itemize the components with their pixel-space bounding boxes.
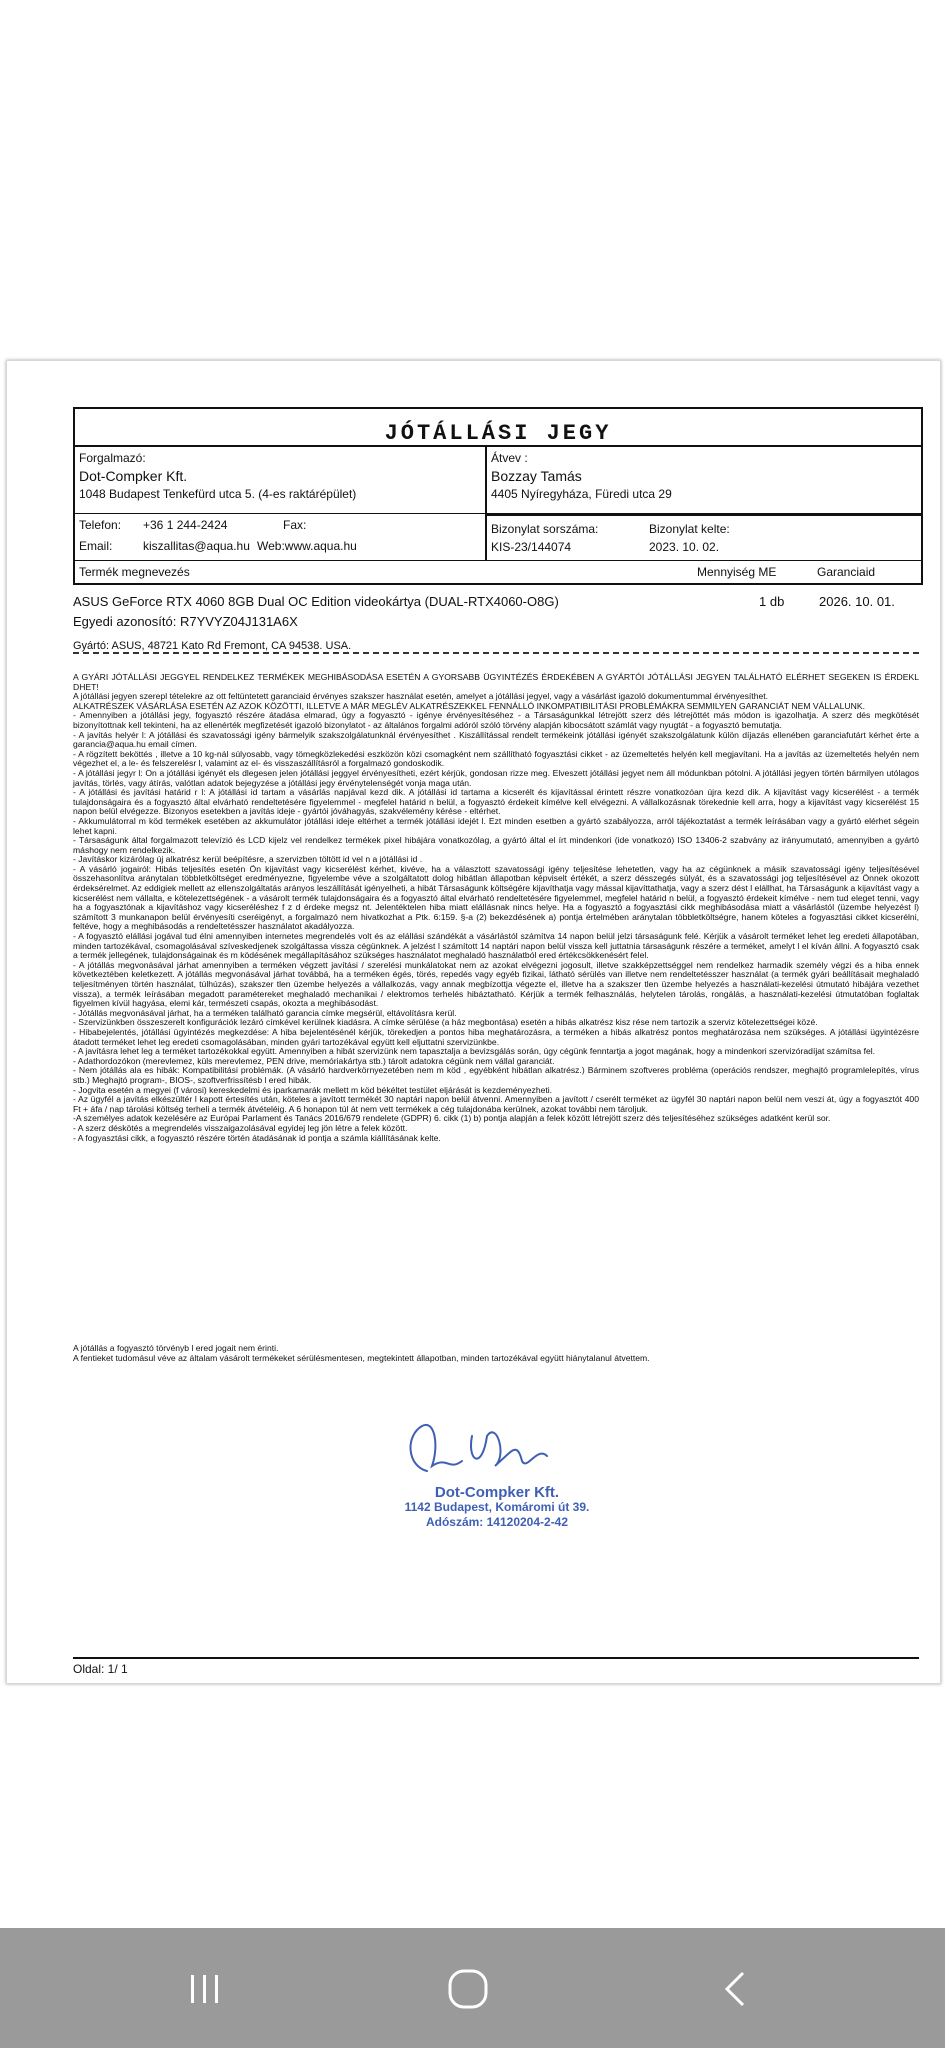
- page-number: Oldal: 1/ 1: [73, 1662, 128, 1676]
- product-maker: Gyártó: ASUS, 48721 Kato Rd Fremont, CA 94538. USA.: [73, 640, 352, 652]
- closing-text: [73, 1343, 919, 1363]
- receipt-number: KIS-23/144074: [491, 540, 572, 554]
- term-paragraph: - A javítás helyér l: A jótállási és szavatossági igény bármelyik szakszolgálatunknál érvényesíthet . Kiszállítással rendelt termékeink jótállási igényét szakszolgálatunk külön díjazás ellenében garanciafutárt kérhet érte a garancia@aqua.hu email címen.: [73, 729, 919, 750]
- term-paragraph: - A rögzített beköttés , illetve a 10 kg-nál súlyosabb, vagy tömegközlekedési eszközön közi csomagként nem szállítható fogyasztási cikket - az üzemeltetés helyén kell megjavítani. Ha a javítás az üzemeltetés helyén nem végezhet el, a le- és felszerelésr l, valamint az el- és visszaszállításról a forgalmazó gondoskodik.: [73, 748, 919, 769]
- email-value: kiszallitas@aqua.hu: [143, 538, 250, 553]
- recent-apps-button[interactable]: [180, 1966, 230, 2012]
- email-label: Email:: [79, 538, 113, 553]
- product-warranty-date: 2026. 10. 01.: [819, 593, 895, 609]
- product-maker-line: [73, 637, 919, 654]
- receipt-date: 2023. 10. 02.: [649, 540, 720, 554]
- term-paragraph: - Jogvita esetén a megyei (f városi) kereskedelmi és iparkamarák mellett m köd békéltet testület eljárását is kezdeményezheti.: [73, 1084, 553, 1095]
- col-warranty: Garanciaid: [817, 565, 876, 579]
- term-paragraph: - A fogyasztási cikk, a fogyasztó részére történ átadásának id pontja a számla kiállításának kelte.: [73, 1132, 441, 1143]
- receipt-block: [487, 514, 921, 560]
- term-paragraph: - A jótállási jegyr l: On a jótállási igényét els dlegesen jelen jótállási jeggyel érvényesítheti, ezért kérjük, gondosan rizze meg. Elveszett jótállási jegyet nem áll módunkban pótolni. A jótállási jegyen történ bármilyen utólagos javítás, törlés, vagy átírás, valótlan adatok bejegyzése a jótállási jegy érvénytelenségét vonja maga után.: [73, 767, 919, 788]
- document-page: [6, 360, 941, 1684]
- term-paragraph: - Amennyiben a jótállási jegy, fogyasztó részére átadása elmarad, úgy a fogyasztó - igénye érvényesítéséhez - a Társaságunkkal létrejött szerz dés létrejöttét más módon is igazolhatja. A szerz dés megkötését bizonyítottnak kell tekinteni, ha az ellenérték megfizetését igazoló bizonylatot - az általános forgalmi adóról szóló törvény alapján kibocsátott számlát vagy nyugtát - a fogyasztó bemutatja.: [73, 710, 919, 730]
- term-paragraph: - Akkumulátorral m köd termékek esetében az akkumulátor jótállási ideje eltérhet a termék jótállási idejét l. Ezt minden esetben a gyártó szabályozza, arról tájékoztatást a termék leírásában vagy a gyártó elérhet ségein lehet kapni.: [73, 815, 919, 836]
- title-box: [73, 407, 923, 447]
- term-paragraph: - Adathordozókon (merevlemez, küls merevlemez, PEN drive, memóriakártya stb.) tárolt adatokra cégünk nem vállal garanciát.: [73, 1055, 555, 1066]
- stamp-company: Dot-Compker Kft.: [434, 1484, 560, 1501]
- back-icon: [715, 1969, 755, 2009]
- term-paragraph: A jótállási jegyen szerepl tételekre az ott feltüntetett garanciaid érvényes szakszer használat esetén, amelyet a jótállási jegyel, vagy a vásárlást igazoló dokumentummal érvényesíthet.: [73, 691, 769, 702]
- term-paragraph: -A személyes adatok kezelésére az Európai Parlament és Tanács 2016/679 rendelete (GDPR) 6. cikk (1) b) pontja alapján a felek között létrejött szerz dés teljesítéséhez szükséges adatként kerül sor.: [73, 1113, 831, 1124]
- fax-label: Fax:: [283, 517, 307, 532]
- home-button[interactable]: [443, 1966, 493, 2012]
- buyer-label: Átvev :: [491, 451, 528, 465]
- recent-apps-icon: [185, 1969, 225, 2009]
- term-paragraph: - A vásárló jogairól: Hibás teljesítés esetén Ön kijavítást vagy kicserélést kérhet, kivéve, ha a választott szavatossági igény teljesítése lehetetlen, vagy ha az cégünknek a másik szavatossági igény teljesítésével összehasonlítva aránytalan többletköltséget eredményezne, figyelembe véve a szolgáltatott dolog hibátlan állapotban képviselt értékét, a szerz désszegés súlyát, és a szavatossági jog teljesítésével az Önnek okozott érdeksérelmet. Az eddigiek mellett az ellenszolgáltatás arányos leszállítását igényelheti, a hibát Társaságunk költségére kijavíthatja vagy mással kijavíttathatja, vagy a szerz dést l elállhat, ha Társaságunk a kijavítást vagy a kicserélést nem vállalta, e kötelezettségének - a vásárolt termék tulajdonságaira és a fogyasztó által elvárható rendeltetésére figyelemmel, megfelel határid n belül, a fogyasztó érdekeit kímélve - nem tud eleget tenni, vagy ha a fogyasztónak a kijavításhoz vagy kicseréléshez f z d érdeke megsz nt. Jelentéktelen hiba miatt elállásnak nincs helye. Ha a fogyasztó a fogyasztási cikk meghibásodása miatt a vásárlástól (üzembe helyezést l) számított 3 munkanapon belül érvényesíti cseréigényt, a forgalmazó nem hivatkozhat a Ptk. 6:159. §-a (2) bekezdésének a) pontja értelmében aránytalan többletköltségre, hanem köteles a fogyasztási cikket kicserélni, feltéve, hogy a meghibásodás a rendeltetésszer használatot akadályozza.: [73, 863, 919, 932]
- term-paragraph: - A fogyasztó elállási jogával tud élni amennyiben internetes megrendelés volt és az elállási szándékát a vásárlástól számítva 14 napon belül jelzi társaságunk felé. Kérjük a vásárolt terméket lehet leg eredeti állapotában, minden tartozékával, csomagolásával szíveskedjenek szolgáltassa vissza cégünknek. A jelzést l számított 14 naptári napon belül vissza kell juttatnia társaságunk részére a terméket, amelyt l el kíván állni. A fogyasztó csak a termék jellegének, tulajdonságainak és m ködésének megállapításához szükséges használatot meghaladó használatból ered értékcsökkenésért felel.: [73, 931, 919, 961]
- page-title: JÓTÁLLÁSI JEGY: [384, 421, 612, 446]
- term-paragraph: - A jótállás megvonásával járhat amennyiben a terméken végzett javítási / szerelési munkálatokat nem az azokat elvégezni jogosult, illetve szakképzettséggel nem rendelkez harmadik személy végzi és a hiba ennek következtében keletkezett. A jótállás megvonásával járhat továbbá, ha a terméken égés, törés, repedés vagy egyéb fizikai, látható sérülés van illetve nem rendeltetésszer használat (a termék gyári beállításait meghaladó teljesítményen történ használat, túlhúzás), szakszer tlen üzembe helyezés a vállalkozás, vagy annak megbízottja végezte el, illetve ha a szakszer tlen üzembe helyezés a használati-kezelési útmutató hibájára vezethet vissza), a termék leírásában megadott paramétereket meghaladó mechanikai / elektromos terhelés hibáztatható. Kérjük a termék felhasználás, helyteIen tárolás, rongálás, a használati-kezelési útmutatóban foglaltak figyelmen kívül hagyása, elemi kár, természeti csapás, okozta a meghibásodást.: [73, 959, 919, 1009]
- buyer-address: 4405 Nyíregyháza, Füredi utca 29: [491, 487, 672, 501]
- terms-text: [73, 673, 919, 1143]
- product-qty: 1 db: [759, 593, 785, 609]
- stamp-address: 1142 Budapest, Komáromi út 39.: [404, 1500, 590, 1514]
- term-paragraph: - A szerz déskötés a megrendelés visszaigazolásával egyidej leg jön létre a felek között.: [73, 1122, 408, 1133]
- company-stamp: [387, 1416, 607, 1541]
- term-paragraph: A GYÁRI JÓTÁLLÁSI JEGGYEL RENDELKEZ TERMÉKEK MEGHIBÁSODÁSA ESETÉN A GYORSABB ÜGYINTÉZÉS ÉRDEKÉBEN A GYÁRTÓI JÓTÁLLÁSI JEGYEN TALÁLHATÓ ELÉRHET SEGEKEN IS ÉRDEKL DHET!: [73, 672, 919, 692]
- term-paragraph: - A jótállási és javítási határid r l: A jótállási id tartam a vásárlás napjával kezd dik. A jótállási id tartama a kicserélt és kijavítással érintett részre vonatkozóan újra kezd dik. A kijavítást vagy kicserélést - a termék tulajdonságaira és a fogyasztó által elvárható rendeltetésére figyelemmel - megfelel határid n belül, a fogyasztó érdekeit kímélve kell elvégezni. A vállalkozásnak törekednie kell arra, hogy a kijavítást vagy kicserélést 15 napon belül elvégezze. Bizonyos esetekben a javítás ideje - gyártói jóváhagyás, szakvélemény kérése - eltérhet.: [73, 787, 919, 817]
- product-row: [73, 591, 919, 654]
- term-paragraph: - Jótállás megvonásával járhat, ha a terméken található garancia címke megsérül, eltávolításra kerül.: [73, 1007, 457, 1018]
- home-icon: [446, 1967, 490, 2011]
- closing-line: A fentieket tudomásul véve az általam vásárolt termékeket sérülésmentesen, megtekintett állapotban, minden tartozékával együtt hiánytalanul átvettem.: [73, 1353, 650, 1363]
- page-footer: [73, 1657, 919, 1676]
- receipt-date-label: Bizonylat kelte:: [649, 522, 730, 536]
- phone-label: Telefon:: [79, 517, 122, 532]
- seller-address: 1048 Budapest Tenkefürd utca 5. (4-es raktárépület): [79, 487, 357, 501]
- term-paragraph: - Az ügyfél a javítás elkészültér l kapott értesítés után, köteles a javított termékét 30 naptári napon belül átvenni. Amennyiben a javított / cserélt terméket az ügyfél 30 naptári napon belül nem veszi át, úgy a fogyasztót 400 Ft + áfa / nap tárolási költség terheli a termék átvételéig. A 6 honapon túl át nem vett termékek a cég tulajdonába kerülnek, azokat további nem tároljuk.: [73, 1094, 919, 1114]
- back-button[interactable]: [710, 1966, 760, 2012]
- seller-label: Forgalmazó:: [79, 451, 146, 465]
- phone-value: +36 1 244-2424: [143, 517, 228, 532]
- term-paragraph: ALKATRÉSZEK VÁSÁRLÁSA ESETÉN AZ AZOK KÖZÖTTI, ILLETVE A MÁR MEGLÉV ALKATRÉSZEKKEL FENNÁLLÓ INKOMPATIBILITÁSI PROBLÉMÁKRA SEMMILYEN GARANCIÁT NEM VÁLLALUNK.: [73, 700, 865, 711]
- seller-name: Dot-Compker Kft.: [79, 468, 188, 484]
- term-paragraph: - Javításkor kizárólag új alkatrész kerül beépítésre, a szervizben töltött id vel n a jótállási id .: [73, 854, 423, 865]
- col-quantity: Mennyiség ME: [697, 565, 777, 579]
- term-paragraph: - Társaságunk által forgalmazott televízió és LCD kijelz vel rendelkez termékek pixel hibájára vonatkozólag, a gyártó által el írt mindenkori (ide vonatkozó) ISO 13406-2 szabvány az irányumutató, amennyiben a gyártó máshogy nem rendelkezik.: [73, 835, 919, 855]
- seller-block: [75, 447, 487, 513]
- term-paragraph: - Szervizünkben összeszerelt konfigurációk lezáró címkével kerülnek kiadásra. A címke sérülése (a ház megbontása) esetén a hibás alkatrész kisz rése nem tartozik a szerviz kötelezettségei közé.: [73, 1017, 818, 1028]
- buyer-block: [487, 447, 921, 513]
- closing-line: A jótállás a fogyasztó törvényb l ered jogait nem érinti.: [73, 1343, 279, 1353]
- col-product-name: Termék megnevezés: [79, 565, 190, 579]
- header-grid: [73, 445, 923, 585]
- term-paragraph: - Hibabejelentés, jótállási ügyintézés megkezdése: A hiba bejelentésénél kérjük, törekedjen a pontos hiba meghatározásra, a terméken a hibás alkatrész pontos meghatározása nem szükséges. A jótállási ügyintézésre átadott terméket lehet leg eredeti csomagolásában, minden gyári tartozékával együtt kell eljuttatni szervizünkbe.: [73, 1026, 919, 1047]
- receipt-number-label: Bizonylat sorszáma:: [491, 522, 599, 536]
- product-name: ASUS GeForce RTX 4060 8GB Dual OC Edition videokártya (DUAL-RTX4060-O8G): [73, 593, 559, 609]
- stamp-tax-number: Adószám: 14120204-2-42: [425, 1515, 569, 1529]
- signature-icon: [387, 1416, 607, 1486]
- term-paragraph: - Nem jótállás ala es hibák: Kompatibilitási problémák. (A vásárló hardverkörnyezetében nem m köd , egyébként hibátlan alkatrész.) Bárminem szoftveres probléma (operációs rendszer, meghajtó programlelepítés, vírus stb.) Meghajtó program-, BIOS-, szoftverfrissítésb l ered hibák.: [73, 1065, 919, 1085]
- seller-contact: [75, 514, 487, 560]
- table-header: [75, 561, 921, 583]
- web-value: Web:www.aqua.hu: [257, 538, 357, 553]
- product-serial: Egyedi azonosító: R7YVYZ04J131A6X: [73, 613, 298, 629]
- buyer-name: Bozzay Tamás: [491, 468, 582, 484]
- android-nav-bar: [0, 1928, 945, 2048]
- term-paragraph: - A javításra lehet leg a terméket tartozékokkal együtt. Amennyiben a hibát szervizünk nem tapasztalja a bevizsgálás során, úgy cégünk fenntartja a jogot magának, hogy a mindenkori szervizóradíjat számítsa fel.: [73, 1046, 876, 1057]
